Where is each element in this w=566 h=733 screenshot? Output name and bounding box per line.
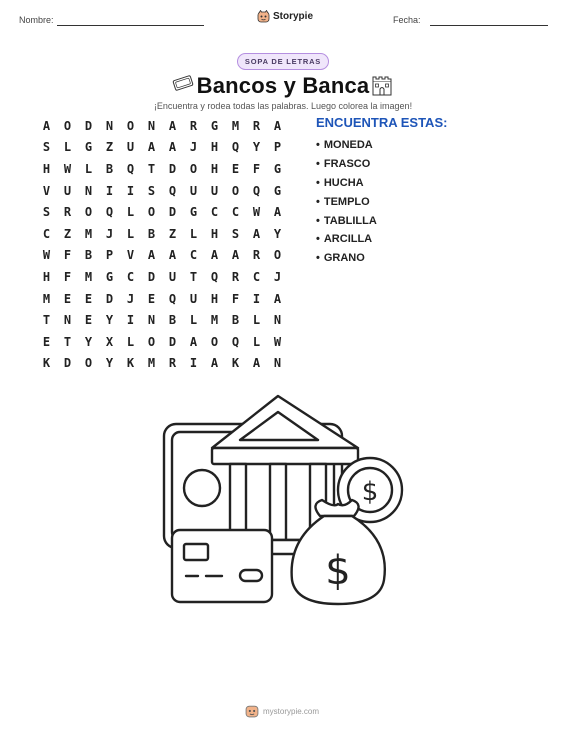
grid-letter[interactable]: I	[189, 356, 198, 371]
footer	[245, 704, 319, 718]
grid-letter[interactable]: I	[252, 291, 261, 306]
grid-letter[interactable]: Y	[84, 334, 93, 349]
grid-letter[interactable]: M	[84, 226, 93, 241]
word: ARCILLA	[323, 233, 373, 246]
grid-letter[interactable]: J	[189, 140, 198, 155]
grid-letter[interactable]: D	[168, 205, 177, 220]
castle-icon	[371, 74, 393, 96]
grid-letter[interactable]: H	[210, 140, 219, 155]
grid-letter[interactable]: C	[231, 205, 240, 220]
grid-letter[interactable]: A	[168, 248, 177, 263]
word: FRASCO	[323, 158, 371, 171]
grid-letter[interactable]: R	[252, 248, 261, 263]
grid-letter[interactable]: K	[231, 356, 240, 371]
grid-letter[interactable]: O	[147, 205, 156, 220]
grid-letter[interactable]: Q	[210, 269, 219, 284]
word-list-item	[316, 136, 377, 155]
grid-letter[interactable]: S	[42, 140, 51, 155]
date-label: Fecha:	[393, 15, 421, 25]
grid-letter[interactable]: E	[231, 161, 240, 176]
grid-letter[interactable]: A	[210, 248, 219, 263]
grid-row	[36, 353, 288, 375]
word: GRANO	[323, 252, 365, 265]
grid-letter[interactable]: A	[273, 118, 282, 133]
grid-letter[interactable]: X	[105, 334, 114, 349]
grid-letter[interactable]: O	[189, 161, 198, 176]
grid-letter[interactable]: A	[168, 118, 177, 133]
grid-row	[36, 201, 288, 223]
grid-letter[interactable]: A	[168, 140, 177, 155]
grid-letter[interactable]: W	[273, 334, 282, 349]
grid-letter[interactable]: L	[126, 226, 135, 241]
grid-letter[interactable]: C	[252, 269, 261, 284]
bullet: •	[316, 176, 320, 189]
word-list-item	[316, 249, 377, 268]
grid-letter[interactable]: W	[252, 205, 261, 220]
grid-letter[interactable]: N	[105, 118, 114, 133]
grid-letter[interactable]: H	[210, 226, 219, 241]
grid-letter[interactable]: F	[252, 161, 261, 176]
grid-letter[interactable]: U	[189, 183, 198, 198]
grid-letter[interactable]: D	[147, 269, 156, 284]
grid-letter[interactable]: O	[84, 356, 93, 371]
credit-card-icon	[172, 530, 272, 602]
grid-letter[interactable]: H	[210, 291, 219, 306]
grid-letter[interactable]: N	[273, 356, 282, 371]
grid-letter[interactable]: R	[231, 269, 240, 284]
grid-row	[36, 115, 288, 137]
grid-letter[interactable]: J	[105, 226, 114, 241]
bullet: •	[316, 158, 320, 171]
word-list-item	[316, 155, 377, 174]
mascot-icon	[245, 704, 259, 718]
grid-row	[36, 180, 288, 202]
grid-letter[interactable]: M	[231, 118, 240, 133]
grid-letter[interactable]: C	[42, 226, 51, 241]
name-field[interactable]	[57, 25, 204, 26]
bullet: •	[316, 214, 320, 227]
grid-letter[interactable]: C	[210, 205, 219, 220]
grid-letter[interactable]: R	[252, 118, 261, 133]
grid-letter[interactable]: L	[126, 205, 135, 220]
grid-letter[interactable]: O	[231, 183, 240, 198]
grid-letter[interactable]: G	[210, 118, 219, 133]
grid-letter[interactable]: E	[42, 334, 51, 349]
grid-letter[interactable]: T	[189, 269, 198, 284]
grid-letter[interactable]: Q	[105, 205, 114, 220]
word-list-item	[316, 192, 377, 211]
grid-letter[interactable]: U	[189, 291, 198, 306]
word: TEMPLO	[323, 195, 370, 208]
grid-letter[interactable]: A	[252, 356, 261, 371]
word-list-item	[316, 211, 377, 230]
grid-letter[interactable]: S	[147, 183, 156, 198]
grid-letter[interactable]: Q	[231, 140, 240, 155]
grid-letter[interactable]: M	[84, 269, 93, 284]
grid-letter[interactable]: A	[252, 226, 261, 241]
grid-letter[interactable]: E	[84, 313, 93, 328]
grid-letter[interactable]: K	[126, 356, 135, 371]
grid-row	[36, 309, 288, 331]
grid-letter[interactable]: F	[63, 269, 72, 284]
grid-letter[interactable]: I	[105, 183, 114, 198]
grid-letter[interactable]: G	[189, 205, 198, 220]
grid-row	[36, 158, 288, 180]
grid-letter[interactable]: G	[105, 269, 114, 284]
grid-letter[interactable]: B	[231, 313, 240, 328]
grid-letter[interactable]: H	[210, 161, 219, 176]
grid-letter[interactable]: D	[63, 356, 72, 371]
grid-letter[interactable]: A	[189, 334, 198, 349]
word-list-title: ENCUENTRA ESTAS:	[316, 115, 448, 130]
grid-letter[interactable]: T	[63, 334, 72, 349]
category-badge: SOPA DE LETRAS	[237, 53, 329, 70]
grid-letter[interactable]: E	[147, 291, 156, 306]
grid-letter[interactable]: O	[210, 334, 219, 349]
word: HUCHA	[323, 176, 364, 189]
word-list	[316, 136, 377, 268]
grid-letter[interactable]: V	[42, 183, 51, 198]
mascot-icon	[257, 10, 270, 23]
grid-letter[interactable]: L	[189, 226, 198, 241]
grid-letter[interactable]: N	[147, 313, 156, 328]
grid-letter[interactable]: Q	[168, 183, 177, 198]
grid-letter[interactable]: A	[231, 248, 240, 263]
grid-letter[interactable]: U	[210, 183, 219, 198]
grid-letter[interactable]: Y	[252, 140, 261, 155]
grid-letter[interactable]: U	[126, 140, 135, 155]
bank-illustration	[160, 392, 406, 612]
grid-letter[interactable]: Y	[273, 226, 282, 241]
grid-letter[interactable]: N	[84, 183, 93, 198]
grid-letter[interactable]: M	[147, 356, 156, 371]
grid-letter[interactable]: L	[84, 161, 93, 176]
grid-letter[interactable]: A	[273, 291, 282, 306]
svg-text:$: $	[325, 548, 351, 594]
grid-letter[interactable]: L	[252, 313, 261, 328]
grid-letter[interactable]: N	[147, 118, 156, 133]
grid-letter[interactable]: G	[273, 161, 282, 176]
grid-row	[36, 331, 288, 353]
grid-letter[interactable]: B	[168, 313, 177, 328]
grid-letter[interactable]: B	[105, 161, 114, 176]
grid-letter[interactable]: P	[105, 248, 114, 263]
grid-letter[interactable]: N	[273, 313, 282, 328]
grid-letter[interactable]: B	[84, 248, 93, 263]
grid-letter[interactable]: T	[42, 313, 51, 328]
grid-letter[interactable]: K	[42, 356, 51, 371]
instructions: ¡Encuentra y rodea todas las palabras. Luego colorea la imagen!	[153, 101, 413, 111]
grid-letter[interactable]: D	[84, 118, 93, 133]
grid-letter[interactable]: S	[231, 226, 240, 241]
grid-row	[36, 288, 288, 310]
grid-letter[interactable]: N	[63, 313, 72, 328]
bullet: •	[316, 233, 320, 246]
grid-letter[interactable]: W	[42, 248, 51, 263]
grid-letter[interactable]: T	[147, 161, 156, 176]
grid-letter[interactable]: U	[168, 269, 177, 284]
grid-letter[interactable]: V	[126, 248, 135, 263]
brand-name: Storypie	[273, 11, 314, 22]
grid-letter[interactable]: A	[273, 205, 282, 220]
svg-text:$: $	[361, 477, 379, 507]
grid-letter[interactable]: P	[273, 140, 282, 155]
grid-letter[interactable]: O	[147, 334, 156, 349]
grid-letter[interactable]: A	[147, 248, 156, 263]
date-field[interactable]	[430, 25, 548, 26]
grid-letter[interactable]: M	[210, 313, 219, 328]
grid-letter[interactable]: Q	[168, 291, 177, 306]
word-list-item	[316, 174, 377, 193]
grid-letter[interactable]: J	[126, 291, 135, 306]
grid-letter[interactable]: D	[168, 334, 177, 349]
grid-letter[interactable]: E	[63, 291, 72, 306]
grid-letter[interactable]: I	[126, 313, 135, 328]
grid-letter[interactable]: C	[189, 248, 198, 263]
grid-row	[36, 266, 288, 288]
grid-letter[interactable]: L	[189, 313, 198, 328]
grid-letter[interactable]: H	[42, 161, 51, 176]
grid-letter[interactable]: Z	[168, 226, 177, 241]
grid-letter[interactable]: R	[63, 205, 72, 220]
word: TABLILLA	[323, 214, 377, 227]
grid-row	[36, 137, 288, 159]
grid-letter[interactable]: S	[42, 205, 51, 220]
grid-letter[interactable]: B	[147, 226, 156, 241]
grid-letter[interactable]: Q	[231, 334, 240, 349]
grid-letter[interactable]: O	[84, 205, 93, 220]
brand-logo	[257, 10, 313, 23]
grid-letter[interactable]: H	[42, 269, 51, 284]
grid-row	[36, 245, 288, 267]
grid-letter[interactable]: O	[126, 118, 135, 133]
word: MONEDA	[323, 139, 373, 152]
grid-letter[interactable]: Y	[105, 356, 114, 371]
bullet: •	[316, 252, 320, 265]
grid-letter[interactable]: Z	[105, 140, 114, 155]
letter-grid[interactable]	[36, 115, 288, 374]
grid-letter[interactable]: C	[126, 269, 135, 284]
grid-letter[interactable]: D	[168, 161, 177, 176]
grid-letter[interactable]: F	[231, 291, 240, 306]
grid-row	[36, 223, 288, 245]
grid-letter[interactable]: U	[63, 183, 72, 198]
grid-letter[interactable]: D	[105, 291, 114, 306]
grid-letter[interactable]: Z	[63, 226, 72, 241]
grid-letter[interactable]: J	[273, 269, 282, 284]
grid-letter[interactable]: G	[84, 140, 93, 155]
grid-letter[interactable]: Q	[252, 183, 261, 198]
grid-letter[interactable]: W	[63, 161, 72, 176]
page-title: Bancos y Banca	[196, 73, 370, 98]
grid-letter[interactable]: A	[42, 118, 51, 133]
grid-letter[interactable]: R	[168, 356, 177, 371]
grid-letter[interactable]: G	[273, 183, 282, 198]
grid-letter[interactable]: Q	[126, 161, 135, 176]
grid-letter[interactable]: Y	[105, 313, 114, 328]
grid-letter[interactable]: I	[126, 183, 135, 198]
grid-letter[interactable]: L	[63, 140, 72, 155]
grid-letter[interactable]: M	[42, 291, 51, 306]
bullet: •	[316, 195, 320, 208]
grid-letter[interactable]: E	[84, 291, 93, 306]
word-list-item	[316, 230, 377, 249]
grid-letter[interactable]: F	[63, 248, 72, 263]
grid-letter[interactable]: R	[189, 118, 198, 133]
grid-letter[interactable]: O	[273, 248, 282, 263]
grid-letter[interactable]: L	[252, 334, 261, 349]
name-label: Nombre:	[19, 15, 54, 25]
grid-letter[interactable]: A	[147, 140, 156, 155]
footer-url[interactable]: mystorypie.com	[263, 706, 320, 716]
grid-letter[interactable]: A	[210, 356, 219, 371]
grid-letter[interactable]: O	[63, 118, 72, 133]
grid-letter[interactable]: L	[126, 334, 135, 349]
bullet: •	[316, 139, 320, 152]
